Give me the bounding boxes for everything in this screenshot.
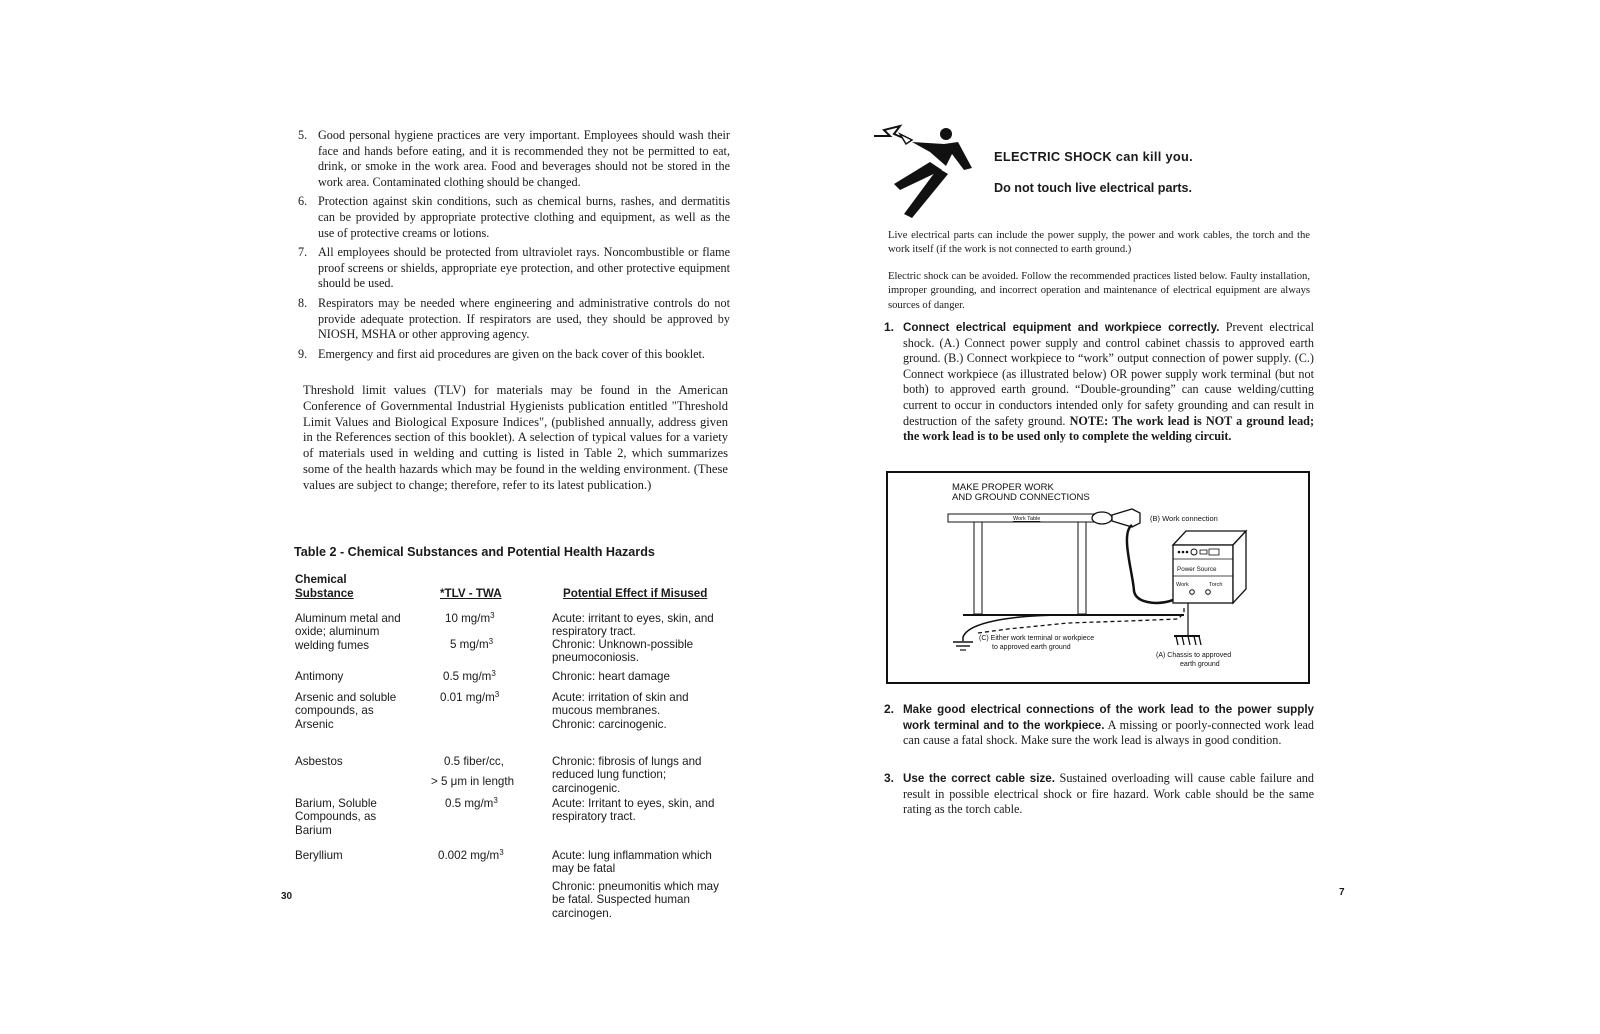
instruction-item-2: 2. Make good electrical connections of the work lead to the power supply work terminal and to the workpiece. A missing or poorly-connected work lead can cause a fatal shock. Make sure the work lead is always in good condition. [884, 702, 1314, 748]
table-row-antimony-effect: Chronic: heart damage [552, 670, 670, 683]
table-row-aluminum-tlv-2: 5 $mg/m^3$ [450, 637, 494, 651]
header-substance-line2: Substance [295, 587, 354, 600]
table-title: Table 2 - Chemical Substances and Potential Health Hazards [294, 545, 655, 559]
header-substance-line1: Chemical [295, 573, 347, 586]
torch-terminal-label: Torch [1209, 582, 1223, 588]
table-row-barium-tlv: 0.5 $mg/m^3$ [445, 796, 498, 810]
table-row-asbestos-tlv-2: > 5 μm in length [431, 775, 515, 788]
table-row-beryllium-effect-1: Acute: lung inflammation which may be fatal [552, 849, 712, 876]
table-row-asbestos-substance: Asbestos [295, 755, 343, 768]
diagram-drawing [888, 473, 1307, 681]
list-item: 7. All employees should be protected from ultraviolet rays. Noncombustible or flame proof screens or shields, appropriate eye protection, and other protective equipment should be used. [298, 245, 730, 291]
list-item: 6. Protection against skin conditions, such as chemical burns, rashes, and dermatitis can be provided by appropriate protective clothing and equipment, as well as the use of protective creams or lotions. [298, 194, 730, 240]
instruction-item-1: 1. Connect electrical equipment and workpiece correctly. Prevent electrical shock. (A.) Connect power supply and control cabinet chassis to approved earth ground. (B.) Connect workpiece to “work” output connection of power supply. (C.) Connect workpiece (as illustrated below) OR power supply work terminal (but not both) to approved earth ground. “Double-grounding” can cause welding/cutting current to occur in conductors intended only for safety grounding and can result in destruction of the safety ground. NOTE: The work lead is NOT a ground lead; the work lead is to be used only to complete the welding circuit. [884, 320, 1314, 444]
avoid-shock-paragraph: Electric shock can be avoided. Follow the recommended practices listed below. Faulty installation, improper grounding, and incorrect operation and maintenance of electrical equipment are always sources of danger. [888, 271, 1310, 311]
table-row-aluminum-effect-2: Chronic: Unknown-possible pneumoconiosis. [552, 638, 694, 665]
table-row-asbestos-effect: Chronic: fibrosis of lungs and reduced lung function; carcinogenic. [552, 755, 702, 795]
instruction-item-3: 3. Use the correct cable size. Sustained overloading will cause cable failure and result in possible electrical shock or fire hazard. Work cable should be the same rating as the torch cable. [884, 771, 1314, 817]
list-item: 8. Respirators may be needed where engineering and administrative controls do not provide adequate protection. If respirators are used, they should be approved by NIOSH, MSHA or other approving agency. [298, 295, 730, 342]
chassis-a-label-line1: (A) Chassis to approved [1156, 652, 1232, 659]
table-row-beryllium-substance: Beryllium [295, 849, 343, 862]
list-item: 5. Good personal hygiene practices are very important. Employees should wash their face and hands before eating, and it is recommended they not be permitted to eat, drink, or smoke in the work area. Food and beverages should not be stored in the work area. Contaminated clothing should be changed. [298, 128, 730, 189]
ground-connections-diagram [886, 471, 1310, 684]
power-source-label: Power Source [1177, 566, 1217, 573]
table-row-aluminum-tlv-1: 10 $mg/m^3$ [445, 611, 495, 625]
table-row-beryllium-effect-2: Chronic: pneumonitis which may be fatal. Suspected human carcinogen. [552, 880, 719, 920]
hygiene-list [298, 128, 730, 366]
table-row-arsenic-tlv: 0.01 $mg/m^3$ [440, 690, 500, 704]
header-effect: Potential Effect if Misused [563, 587, 708, 600]
table-row-arsenic-effect-1: Acute: irritation of skin and mucous membranes. [552, 691, 689, 718]
chassis-a-label-line2: earth ground [1180, 661, 1220, 668]
page-number-left: 30 [281, 891, 293, 902]
work-terminal-label: Work [1176, 582, 1189, 588]
tlv-paragraph: Threshold limit values (TLV) for materials may be found in the American Conference of Governmental Industrial Hygienists publication entitled "Threshold Limit Values and Biological Exposure Indices", (published annually, address given in the References section of this booklet). A selection of typical values for a variety of materials used in welding and cutting is listed in Table 2, which summarizes some of the health hazards which may be found in the welding environment. (These values are subject to change; therefore, refer to its latest publication.) [303, 383, 728, 492]
table-row-arsenic-substance: Arsenic and soluble compounds, as Arsenic [295, 691, 397, 731]
diagram-title-line1: MAKE PROPER WORK [952, 482, 1054, 493]
list-item: 9. Emergency and first aid procedures are given on the back cover of this booklet. [298, 346, 705, 361]
table-row-barium-substance: Barium, Soluble Compounds, as Barium [295, 797, 377, 837]
warning-subtitle: Do not touch live electrical parts. [994, 181, 1193, 195]
table-row-beryllium-tlv: 0.002 $mg/m^3$ [438, 848, 504, 862]
table-row-antimony-tlv: 0.5 $mg/m^3$ [443, 669, 496, 683]
table-row-aluminum-substance: Aluminum metal and oxide; aluminum welding fumes [295, 612, 401, 652]
ground-c-label-line1: (C) Either work terminal or workpiece [979, 635, 1095, 642]
live-parts-paragraph: Live electrical parts can include the power supply, the power and work cables, the torch and the work itself (if the work is not connected to earth ground.) [888, 230, 1310, 256]
header-tlv: *TLV - TWA [440, 587, 502, 600]
table-row-arsenic-effect-2: Chronic: carcinogenic. [552, 718, 667, 731]
diagram-title-line2: AND GROUND CONNECTIONS [952, 492, 1090, 503]
electric-shock-warning-icon [872, 124, 984, 220]
ground-c-label-line2: to approved earth ground [992, 644, 1071, 651]
page-number-right: 7 [1339, 887, 1345, 898]
work-table-label: Work Table [1013, 516, 1041, 522]
table-row-antimony-substance: Antimony [295, 670, 344, 683]
table-row-aluminum-effect-1: Acute: irritant to eyes, skin, and respiratory tract. [552, 612, 714, 639]
table-row-asbestos-tlv-1: 0.5 fiber/cc, [444, 755, 504, 768]
work-connection-label: (B) Work connection [1150, 514, 1218, 523]
warning-title: ELECTRIC SHOCK can kill you. [994, 149, 1193, 164]
table-row-barium-effect: Acute: Irritant to eyes, skin, and respiratory tract. [552, 797, 715, 824]
